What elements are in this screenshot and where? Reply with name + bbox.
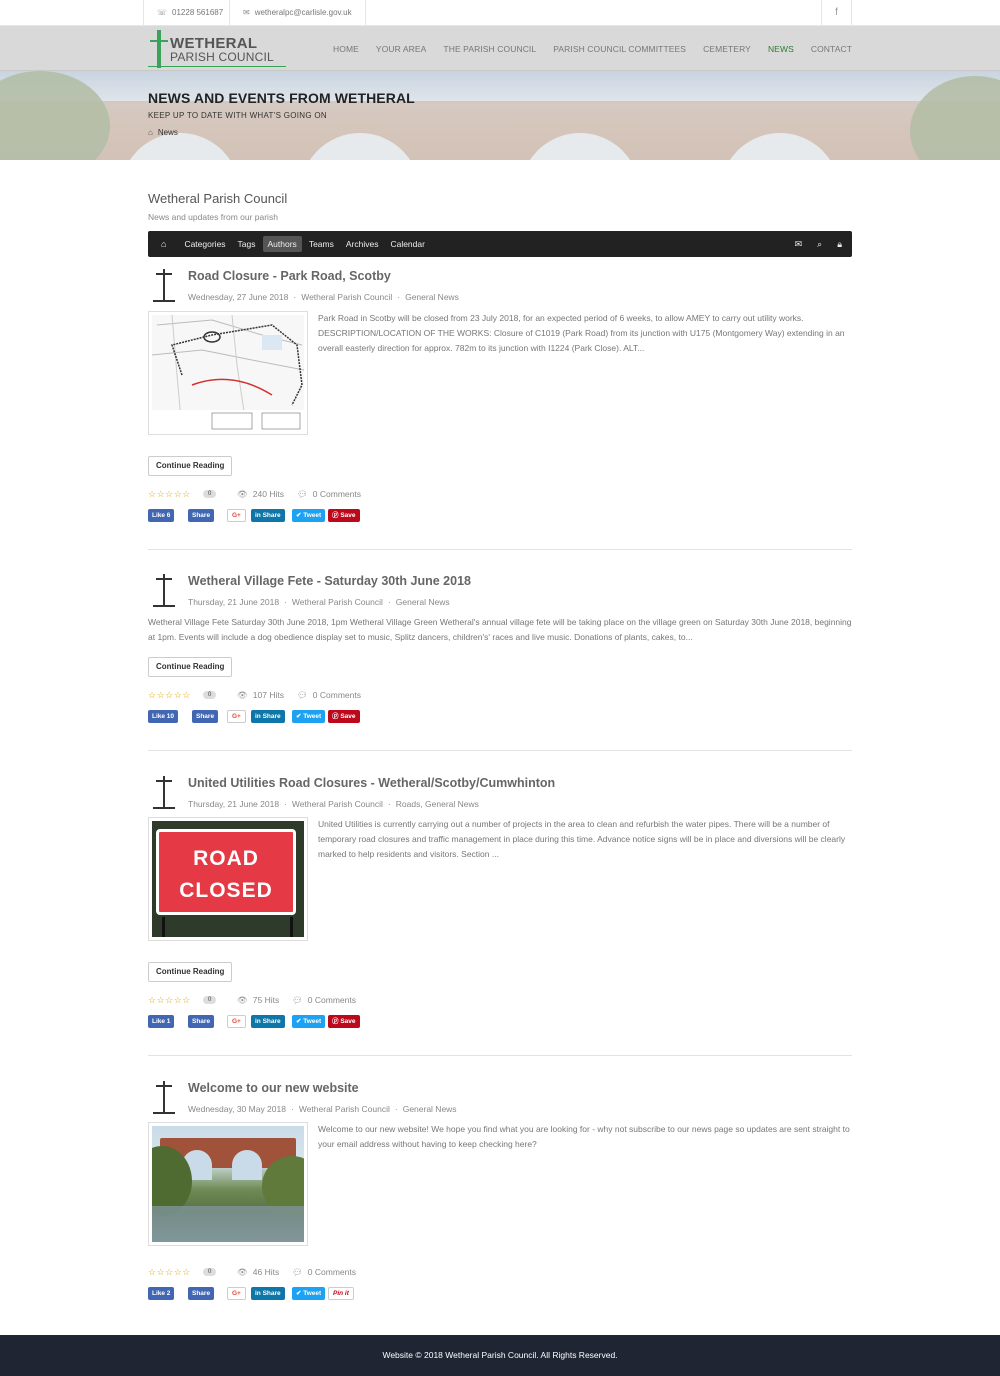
main-nav <box>316 26 852 71</box>
post-cross-icon <box>152 1081 176 1114</box>
vote-count: 0 <box>203 996 216 1004</box>
post-divider <box>148 549 852 550</box>
toolbar-archives[interactable]: Archives <box>345 239 379 249</box>
eye-icon: 👁︎ <box>237 1267 248 1277</box>
toolbar-lock-icon[interactable]: 🔒︎ <box>837 238 842 249</box>
tweet-button[interactable]: ✔︎ Tweet <box>292 1287 325 1300</box>
comment-icon: 💬︎ <box>292 995 303 1005</box>
road-closed-sign: ROAD CLOSED <box>156 829 296 915</box>
eye-icon: 👁︎ <box>237 995 248 1005</box>
facebook-like-button[interactable]: Like 2 <box>148 1287 174 1300</box>
rating-stars-icon[interactable]: ☆☆☆☆☆ <box>148 489 191 499</box>
top-contact-bar <box>0 0 1000 26</box>
site-header <box>0 26 1000 71</box>
post-author[interactable]: Wetheral Parish Council <box>301 292 393 302</box>
post-author[interactable]: Wetheral Parish Council <box>291 597 383 607</box>
toolbar-mail-icon[interactable]: ✉ <box>794 238 803 249</box>
post-excerpt: Wetheral Village Fete Saturday 30th June 2018, 1pm Wetheral Village Green Wetheral's annual village fete will be taking place on the village green on Saturday 30th June 2018, beginning at 1pm. Events will include a dog obedience display set to music, Splitz dancers, children's' races and live music. Donations of plants, cakes, to... <box>148 617 852 642</box>
blog-post <box>148 574 852 734</box>
toolbar-home-icon[interactable]: ⌂ <box>161 239 167 249</box>
facebook-share-button[interactable]: Share <box>192 710 218 723</box>
post-meta: Wednesday, 30 May 2018 · Wetheral Parish Council · General News <box>188 1104 457 1114</box>
post-image-viaduct[interactable] <box>148 1122 308 1246</box>
post-meta: Wednesday, 27 June 2018 · Wetheral Parish Council · General News <box>188 292 459 302</box>
linkedin-share-button[interactable]: in Share <box>251 509 285 522</box>
tweet-button[interactable]: ✔︎ Tweet <box>292 1015 325 1028</box>
breadcrumb-news[interactable]: News <box>157 128 178 137</box>
post-image-map[interactable] <box>148 311 308 435</box>
post-title[interactable]: United Utilities Road Closures - Wetheral/Scotby/Cumwhinton <box>188 776 556 790</box>
post-category[interactable]: General News <box>402 1104 457 1114</box>
comment-icon: 💬︎ <box>292 1267 303 1277</box>
nav-parish-council[interactable]: THE PARISH COUNCIL <box>443 43 537 54</box>
facebook-like-button[interactable]: Like 10 <box>148 710 178 723</box>
tweet-button[interactable]: ✔︎ Tweet <box>292 710 325 723</box>
blog-post <box>148 776 852 1036</box>
post-title[interactable]: Road Closure - Park Road, Scotby <box>188 269 391 283</box>
post-category[interactable]: Roads, General News <box>395 799 479 809</box>
toolbar-authors[interactable]: Authors <box>263 236 302 252</box>
post-stats <box>148 690 548 702</box>
nav-your-area[interactable]: YOUR AREA <box>375 43 427 54</box>
phone-icon: ☏ <box>157 8 168 17</box>
post-excerpt: Welcome to our new website! We hope you find what you are looking for - why not subscribe to our news page so updates are sent straight to your email address without having to keep checking here? <box>318 1124 850 1149</box>
facebook-share-button[interactable]: Share <box>188 509 214 522</box>
post-date: Wednesday, 27 June 2018 <box>188 292 289 302</box>
facebook-like-button[interactable]: Like 1 <box>148 1015 174 1028</box>
comment-icon: 💬︎ <box>297 489 308 499</box>
toolbar-calendar[interactable]: Calendar <box>390 239 425 249</box>
rating-stars-icon[interactable]: ☆☆☆☆☆ <box>148 1267 191 1277</box>
post-image-road-closed[interactable] <box>148 817 308 941</box>
eye-icon: 👁︎ <box>237 489 248 499</box>
post-divider <box>148 1055 852 1056</box>
footer-copyright: Website © 2018 Wetheral Parish Council. All Rights Reserved. <box>382 1350 618 1360</box>
post-cross-icon <box>152 269 176 302</box>
email-contact[interactable] <box>229 0 366 26</box>
site-logo[interactable] <box>148 30 288 70</box>
post-cross-icon <box>152 574 176 607</box>
post-date: Thursday, 21 June 2018 <box>188 597 280 607</box>
facebook-share-button[interactable]: Share <box>188 1015 214 1028</box>
toolbar-categories[interactable]: Categories <box>184 239 226 249</box>
post-excerpt: United Utilities is currently carrying out a number of projects in the area to clean and refurbish the water pipes. There will be a number of temporary road closures and traffic management in place during this time. Advance notice signs will be in place and diversions will be clearly marked to help residents and visitors. Section ... <box>318 819 846 859</box>
toolbar-search-icon[interactable]: ⌕ <box>817 238 823 249</box>
blog-toolbar <box>148 231 852 257</box>
nav-committees[interactable]: PARISH COUNCIL COMMITTEES <box>553 43 687 54</box>
page-title: NEWS AND EVENTS FROM WETHERAL <box>148 90 415 106</box>
post-author[interactable]: Wetheral Parish Council <box>291 799 383 809</box>
nav-cemetery[interactable]: CEMETERY <box>703 43 751 54</box>
comments-link[interactable]: 💬︎ 0 Comments <box>292 1267 356 1277</box>
hits-count: 👁︎ 240 Hits <box>237 489 284 499</box>
eye-icon: 👁︎ <box>237 690 248 700</box>
comments-link[interactable]: 💬︎ 0 Comments <box>297 690 361 700</box>
pinterest-save-button[interactable]: ⓟ Save <box>328 509 360 522</box>
post-category[interactable]: General News <box>395 597 450 607</box>
post-meta: Thursday, 21 June 2018 · Wetheral Parish Council · Roads, General News <box>188 799 479 809</box>
road-closure-map <box>152 315 304 431</box>
page-banner <box>0 71 1000 160</box>
comments-link[interactable]: 💬︎ 0 Comments <box>297 489 361 499</box>
post-stats <box>148 489 548 501</box>
site-footer <box>0 1335 1000 1376</box>
continue-reading-button[interactable]: Continue Reading <box>148 657 232 677</box>
nav-news[interactable]: NEWS <box>767 43 794 54</box>
linkedin-share-button[interactable]: in Share <box>251 1015 285 1028</box>
tweet-button[interactable]: ✔︎ Tweet <box>292 509 325 522</box>
google-plus-button[interactable]: G+ <box>227 1015 246 1028</box>
social-share-bar <box>148 710 448 723</box>
post-excerpt: Park Road in Scotby will be closed from 23 July 2018, for an expected period of 6 weeks, to allow AMEY to carry out utility works. DESCRIPTION/LOCATION OF THE WORKS: Closure of C1019 (Park Road) from its junction with U175 (Montgomery Way) extending in an overall easterly direction for approx. 782m to its junction with I1224 (Park Close). ALT... <box>318 313 845 353</box>
logo-subtitle: PARISH COUNCIL <box>170 50 274 64</box>
post-category[interactable]: General News <box>405 292 459 302</box>
post-date: Wednesday, 30 May 2018 <box>188 1104 286 1114</box>
nav-contact[interactable]: CONTACT <box>810 43 852 54</box>
hits-count: 👁︎ 107 Hits <box>237 690 284 700</box>
logo-title: WETHERAL <box>170 35 258 52</box>
linkedin-share-button[interactable]: in Share <box>251 1287 285 1300</box>
blog-post <box>148 269 852 529</box>
email-address: wetheralpc@carlisle.gov.uk <box>254 8 352 17</box>
rating-stars-icon[interactable]: ☆☆☆☆☆ <box>148 995 191 1005</box>
comment-icon: 💬︎ <box>297 690 308 700</box>
comments-link[interactable]: 💬︎ 0 Comments <box>292 995 356 1005</box>
phone-contact[interactable] <box>143 0 236 26</box>
post-stats <box>148 1267 548 1279</box>
envelope-icon: ✉ <box>243 8 250 17</box>
post-stats <box>148 995 548 1007</box>
post-title[interactable]: Welcome to our new website <box>188 1081 359 1095</box>
vote-count: 0 <box>203 490 216 498</box>
home-icon[interactable]: ⌂ <box>148 128 153 137</box>
blog-post <box>148 1081 852 1311</box>
logo-cross-icon <box>157 30 161 68</box>
google-plus-button[interactable]: G+ <box>227 509 246 522</box>
social-share-bar <box>148 1287 448 1300</box>
phone-number: 01228 561687 <box>172 8 224 17</box>
social-share-bar <box>148 1015 448 1028</box>
blog-subtitle: News and updates from our parish <box>148 212 278 222</box>
rating-stars-icon[interactable]: ☆☆☆☆☆ <box>148 690 191 700</box>
post-meta: Thursday, 21 June 2018 · Wetheral Parish Council · General News <box>188 597 450 607</box>
social-share-bar <box>148 509 448 522</box>
facebook-like-button[interactable]: Like 6 <box>148 509 174 522</box>
facebook-icon[interactable]: f <box>821 0 852 26</box>
post-cross-icon <box>152 776 176 809</box>
post-date: Thursday, 21 June 2018 <box>188 799 280 809</box>
linkedin-share-button[interactable]: in Share <box>251 710 285 723</box>
blog-title: Wetheral Parish Council <box>148 191 288 206</box>
google-plus-button[interactable]: G+ <box>227 1287 246 1300</box>
vote-count: 0 <box>203 691 216 699</box>
post-title[interactable]: Wetheral Village Fete - Saturday 30th June 2018 <box>188 574 471 588</box>
pinterest-pinit-button[interactable]: Pin it <box>328 1287 354 1300</box>
facebook-share-button[interactable]: Share <box>188 1287 214 1300</box>
continue-reading-button[interactable]: Continue Reading <box>148 962 232 982</box>
toolbar-tags[interactable]: Tags <box>237 239 256 249</box>
post-divider <box>148 750 852 751</box>
nav-home[interactable]: HOME <box>333 43 359 54</box>
pinterest-save-button[interactable]: ⓟ Save <box>328 710 360 723</box>
post-author[interactable]: Wetheral Parish Council <box>298 1104 390 1114</box>
continue-reading-button[interactable]: Continue Reading <box>148 456 232 476</box>
vote-count: 0 <box>203 1268 216 1276</box>
page-subtitle: KEEP UP TO DATE WITH WHAT'S GOING ON <box>148 111 328 120</box>
breadcrumb <box>148 128 178 137</box>
toolbar-teams[interactable]: Teams <box>308 239 334 249</box>
pinterest-save-button[interactable]: ⓟ Save <box>328 1015 360 1028</box>
hits-count: 👁︎ 46 Hits <box>237 1267 280 1277</box>
google-plus-button[interactable]: G+ <box>227 710 246 723</box>
hits-count: 👁︎ 75 Hits <box>237 995 280 1005</box>
